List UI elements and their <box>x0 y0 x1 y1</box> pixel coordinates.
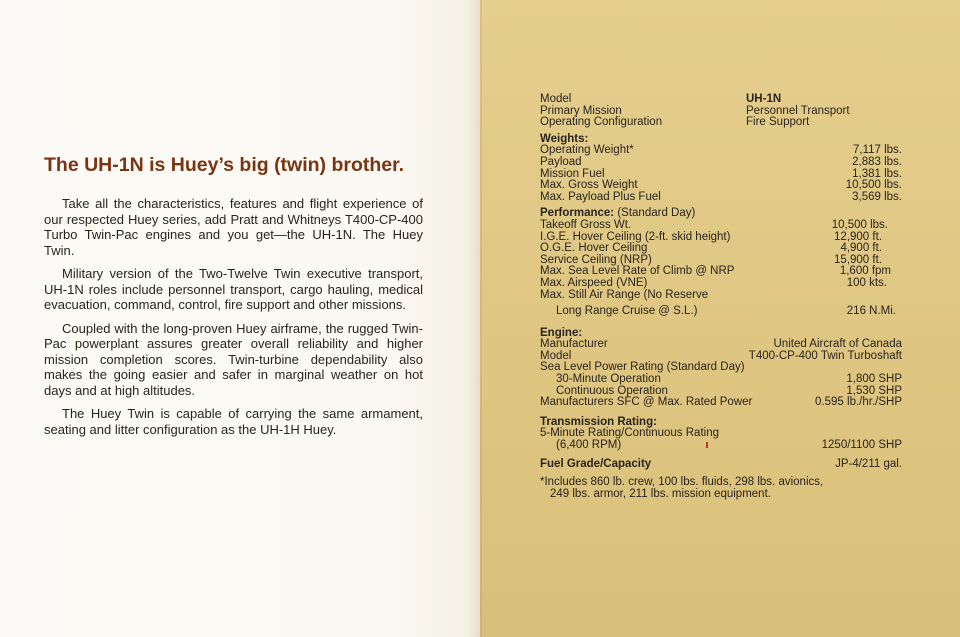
spec-sheet <box>540 94 902 500</box>
engine-model-value: T400-CP-400 Twin Turboshaft <box>748 349 902 362</box>
engine-op30-value: 1,800 SHP <box>846 373 902 386</box>
engine-cont-label: Continuous Operation <box>556 384 668 397</box>
weights-row <box>540 145 902 157</box>
performance-label: I.G.E. Hover Ceiling (2-ft. skid height) <box>540 230 731 243</box>
performance-value: 4,900 ft. <box>840 242 882 255</box>
performance-row <box>540 306 902 318</box>
performance-value: 100 kts. <box>846 276 887 289</box>
headline: The UH-1N is Huey’s big (twin) brother. <box>44 154 405 176</box>
model-label: Model <box>540 93 572 105</box>
paragraph-4: The Huey Twin is capable of carrying the same armament, seating and litter configuration as the UH-1H Huey. <box>44 406 423 437</box>
performance-label: Max. Sea Level Rate of Climb @ NRP <box>540 265 735 278</box>
weights-value: 1,381 lbs. <box>852 167 902 180</box>
performance-value: 1,600 fpm <box>839 265 891 278</box>
performance-label: Service Ceiling (NRP) <box>540 253 652 266</box>
mission-label: Primary Mission <box>540 104 622 117</box>
weights-label: Max. Payload Plus Fuel <box>540 190 661 203</box>
performance-header: Performance: <box>540 207 615 220</box>
weights-row <box>540 192 902 204</box>
engine-op30-label: 30-Minute Operation <box>556 373 661 386</box>
weights-label: Mission Fuel <box>540 167 605 180</box>
config-value: Fire Support <box>746 116 810 129</box>
performance-label: Takeoff Gross Wt. <box>540 218 632 231</box>
performance-value: 10,500 lbs. <box>831 218 888 231</box>
weights-value: 3,569 lbs. <box>852 190 902 203</box>
config-label: Operating Configuration <box>540 116 663 129</box>
performance-label: O.G.E. Hover Ceiling <box>540 242 648 255</box>
weights-header: Weights: <box>540 132 589 145</box>
footnote-line-2: 249 lbs. armor, 211 lbs. mission equipment. <box>550 487 771 500</box>
fuel-value: JP-4/211 gal. <box>835 457 902 470</box>
engine-row <box>540 397 902 409</box>
footnote-line-1: *Includes 860 lb. crew, 100 lbs. fluids, 298 lbs. avionics, <box>540 476 824 489</box>
performance-label: Long Range Cruise @ S.L.) <box>556 305 698 318</box>
performance-label: Max. Airspeed (VNE) <box>540 276 648 289</box>
performance-row <box>540 278 902 290</box>
weights-label: Operating Weight* <box>540 144 634 157</box>
transmission-line2: (6,400 RPM) <box>556 439 622 452</box>
transmission-header: Transmission Rating: <box>540 415 657 428</box>
performance-label: Max. Still Air Range (No Reserve <box>540 288 709 301</box>
performance-row <box>540 243 902 255</box>
mission-value: Personnel Transport <box>746 104 850 117</box>
weights-value: 7,117 lbs. <box>852 144 902 157</box>
performance-value: 15,900 ft. <box>834 253 882 266</box>
transmission-value: 1250/1100 SHP <box>821 439 902 452</box>
fuel-label: Fuel Grade/Capacity <box>540 457 652 470</box>
paragraph-2: Military version of the Two-Twelve Twin executive transport, UH-1N roles include personnel transport, cargo hauling, medical evacuation, command, control, fire support and other missions. <box>44 266 423 312</box>
engine-model-label: Model <box>540 349 572 362</box>
engine-row <box>540 374 902 386</box>
spec-row-model <box>540 94 902 106</box>
engine-sfc-value: 0.595 lb./hr./SHP <box>815 396 902 409</box>
performance-value: 12,900 ft. <box>834 230 882 243</box>
footnote-line <box>540 489 902 501</box>
red-mark <box>706 442 708 448</box>
transmission-row <box>540 440 902 452</box>
engine-sfc-label: Manufacturers SFC @ Max. Rated Power <box>540 396 753 409</box>
weights-value: 10,500 lbs. <box>845 179 902 192</box>
engine-manufacturer-label: Manufacturer <box>540 338 608 351</box>
weights-label: Max. Gross Weight <box>540 179 638 192</box>
performance-row <box>540 290 902 302</box>
engine-manufacturer-value: United Aircraft of Canada <box>773 338 902 351</box>
weights-row <box>540 180 902 192</box>
performance-row <box>540 220 902 232</box>
performance-value: 216 N.Mi. <box>846 305 896 318</box>
transmission-line1: 5-Minute Rating/Continuous Rating <box>540 427 719 440</box>
weights-row <box>540 157 902 169</box>
paragraph-1: Take all the characteristics, features and flight experience of our respected Huey series, add Pratt and Whitneys T400-CP-400 Turbo Twin-Pac engines and you get—the UH-1N. The Huey Twin. <box>44 196 423 258</box>
model-value: UH-1N <box>746 93 782 105</box>
page-fold <box>468 0 482 637</box>
spec-row-config <box>540 117 902 129</box>
engine-cont-value: 1,530 SHP <box>846 384 902 397</box>
paragraph-3: Coupled with the long-proven Huey airframe, the rugged Twin-Pac powerplant assures greater overall reliability and higher mission completion scores. Twin-turbine dependability also makes the going easier and safer in marginal weather on hot days and at high altitudes. <box>44 320 423 398</box>
weights-value: 2,883 lbs. <box>852 155 902 168</box>
performance-header-note: (Standard Day) <box>617 207 696 220</box>
weights-label: Payload <box>540 155 582 168</box>
engine-rating-label: Sea Level Power Rating (Standard Day) <box>540 361 745 374</box>
body-text <box>44 196 423 445</box>
engine-header: Engine: <box>540 326 583 339</box>
fuel-row <box>540 459 902 471</box>
